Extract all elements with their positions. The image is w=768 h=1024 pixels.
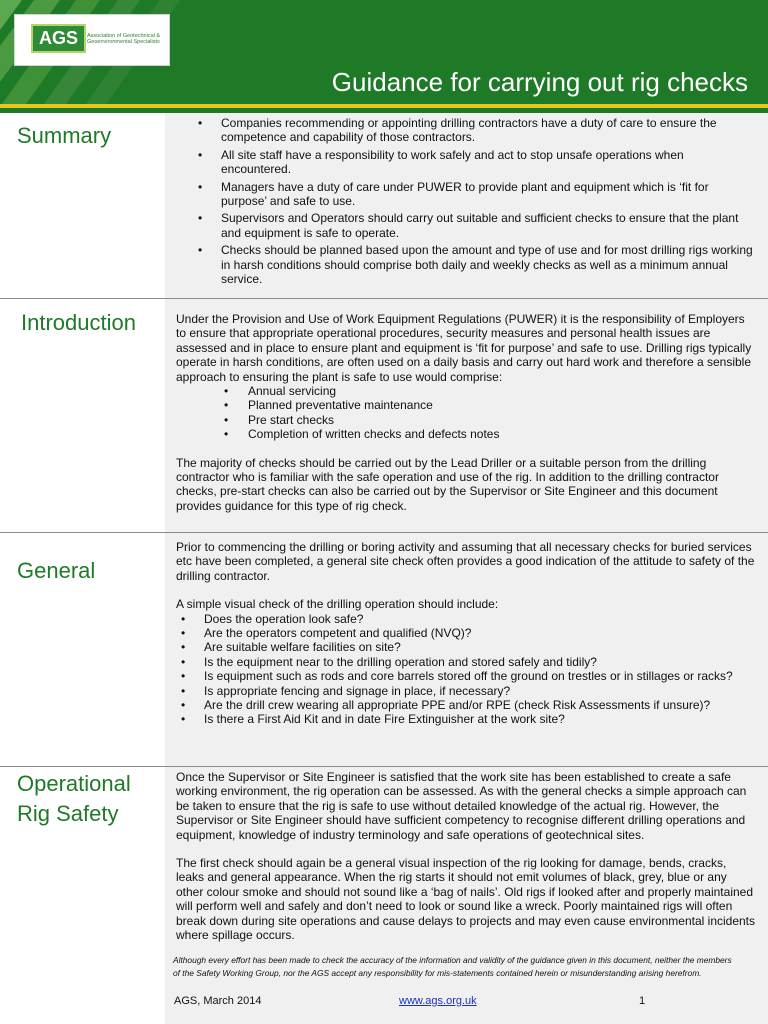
page-title: Guidance for carrying out rig checks xyxy=(331,67,748,97)
general-paragraph-2: A simple visual check of the drilling operation should include: xyxy=(176,597,499,612)
general-paragraph-1: Prior to commencing the drilling or boring activity and assuming that all necessary checks for buried services etc have been completed, a general site check often provides a good indication of the attitude to safety of the drilling contractor. xyxy=(176,540,755,583)
operational-heading-line-1: Operational xyxy=(17,771,131,796)
list-item: • Annual servicing xyxy=(176,384,756,398)
ags-logo xyxy=(14,14,170,66)
list-item: • Are the drill crew wearing all appropriate PPE and/or RPE (check Risk Assessments if unsure)? xyxy=(176,698,756,712)
summary-body xyxy=(193,116,755,289)
introduction-body xyxy=(176,312,756,513)
list-item: • Companies recommending or appointing drilling contractors have a duty of care to ensure the competence and capability of those contractors. xyxy=(193,116,755,145)
list-item: • Supervisors and Operators should carry out suitable and sufficient checks to ensure that the plant and equipment is safe to operate. xyxy=(193,211,755,240)
introduction-paragraph-2: The majority of checks should be carried out by the Lead Driller or a suitable person from the drilling contractor who is familiar with the safe operation and use of the rig. In addition to the drilling contractor checks, pre-start checks can also be carried out by the Supervisor or Site Engineer and this document provides guidance for this type of rig check. xyxy=(176,455,719,513)
list-item: • Planned preventative maintenance xyxy=(176,398,756,412)
disclaimer-text: Although every effort has been made to check the accuracy of the information and validity of the guidance given in this document, neither the members of the Safety Working Group, nor the AGS accept any responsibility for mis-statements contained herein or misunderstanding arising herefrom. xyxy=(173,955,732,978)
logo-subtitle: Association of Geotechnical & Geoenvironmental Specialists xyxy=(87,33,161,46)
summary-list xyxy=(193,116,755,286)
list-item: • Is the equipment near to the drilling operation and stored safely and tidily? xyxy=(176,655,756,669)
footer-date: AGS, March 2014 xyxy=(174,995,262,1007)
page-number: 1 xyxy=(639,995,646,1007)
section-divider xyxy=(0,766,768,767)
list-item: • Is equipment such as rods and core barrels stored off the ground on trestles or in stillages or racks? xyxy=(176,669,756,683)
introduction-list xyxy=(176,384,756,442)
summary-heading: Summary xyxy=(17,123,112,148)
general-heading: General xyxy=(17,558,96,583)
section-divider xyxy=(0,532,768,533)
list-item: • Does the operation look safe? xyxy=(176,612,756,626)
operational-heading xyxy=(17,769,131,829)
general-body xyxy=(176,540,756,727)
list-item: • Managers have a duty of care under PUWER to provide plant and equipment which is ‘fit for purpose’ and safe to use. xyxy=(193,180,755,209)
operational-paragraph-2: The first check should again be a general visual inspection of the rig looking for damage, bends, cracks, leaks and general appearance. When the rig starts it should not emit volumes of black, grey, blue or any other colour smoke and should not sound like a ‘bag of nails’. Old rigs if looked after and properly maintained will perform well and safely and don’t need to look or sound like a wreck. Poorly maintained rigs will often break down during site operations and cause delays to projects and may even cause environmental incidents where spillage occurs. xyxy=(176,856,756,943)
general-list xyxy=(176,612,756,727)
list-item: • Are suitable welfare facilities on site? xyxy=(176,640,756,654)
list-item: • Is there a First Aid Kit and in date Fire Extinguisher at the work site? xyxy=(176,712,756,726)
website-link[interactable]: www.ags.org.uk xyxy=(399,995,477,1007)
operational-body xyxy=(176,770,756,942)
section-divider xyxy=(0,298,768,299)
header-banner xyxy=(0,0,768,104)
introduction-heading: Introduction xyxy=(21,310,136,335)
operational-paragraph-1: Once the Supervisor or Site Engineer is satisfied that the work site has been established to create a safe working environment, the rig operation can be assessed. As with the general checks a simple approach can be taken to ensure that the rig is safe to use without detailed knowledge of the actual rig. However, the Supervisor or Site Engineer should have sufficient competency to recognise different drilling operations and equipment, knowledge of industry terminology and safe operations of geotechnical sites. xyxy=(176,770,747,842)
list-item: • Pre start checks xyxy=(176,413,756,427)
introduction-paragraph-1: Under the Provision and Use of Work Equipment Regulations (PUWER) it is the responsibility of Employers to ensure that appropriate operational procedures, security measures and personal health issues are assessed and in place to ensure plant and equipment is ‘fit for purpose’ and safe to use. Drilling rigs typically operate in harsh conditions, are often used on a daily basis and carry out hard work and therefore a sensible approach to ensuring the plant is safe to use would comprise: xyxy=(176,312,752,384)
logo-text: AGS xyxy=(31,24,86,53)
list-item: • Checks should be planned based upon the amount and type of use and for most drilling rigs working in harsh conditions should comprise both daily and weekly checks as well as a minimum annual service. xyxy=(193,243,755,286)
list-item: • Are the operators competent and qualified (NVQ)? xyxy=(176,626,756,640)
list-item: • Is appropriate fencing and signage in place, if necessary? xyxy=(176,684,756,698)
list-item: • Completion of written checks and defects notes xyxy=(176,427,756,441)
list-item: • All site staff have a responsibility to work safely and act to stop unsafe operations when encountered. xyxy=(193,148,755,177)
operational-heading-line-2: Rig Safety xyxy=(17,801,119,826)
